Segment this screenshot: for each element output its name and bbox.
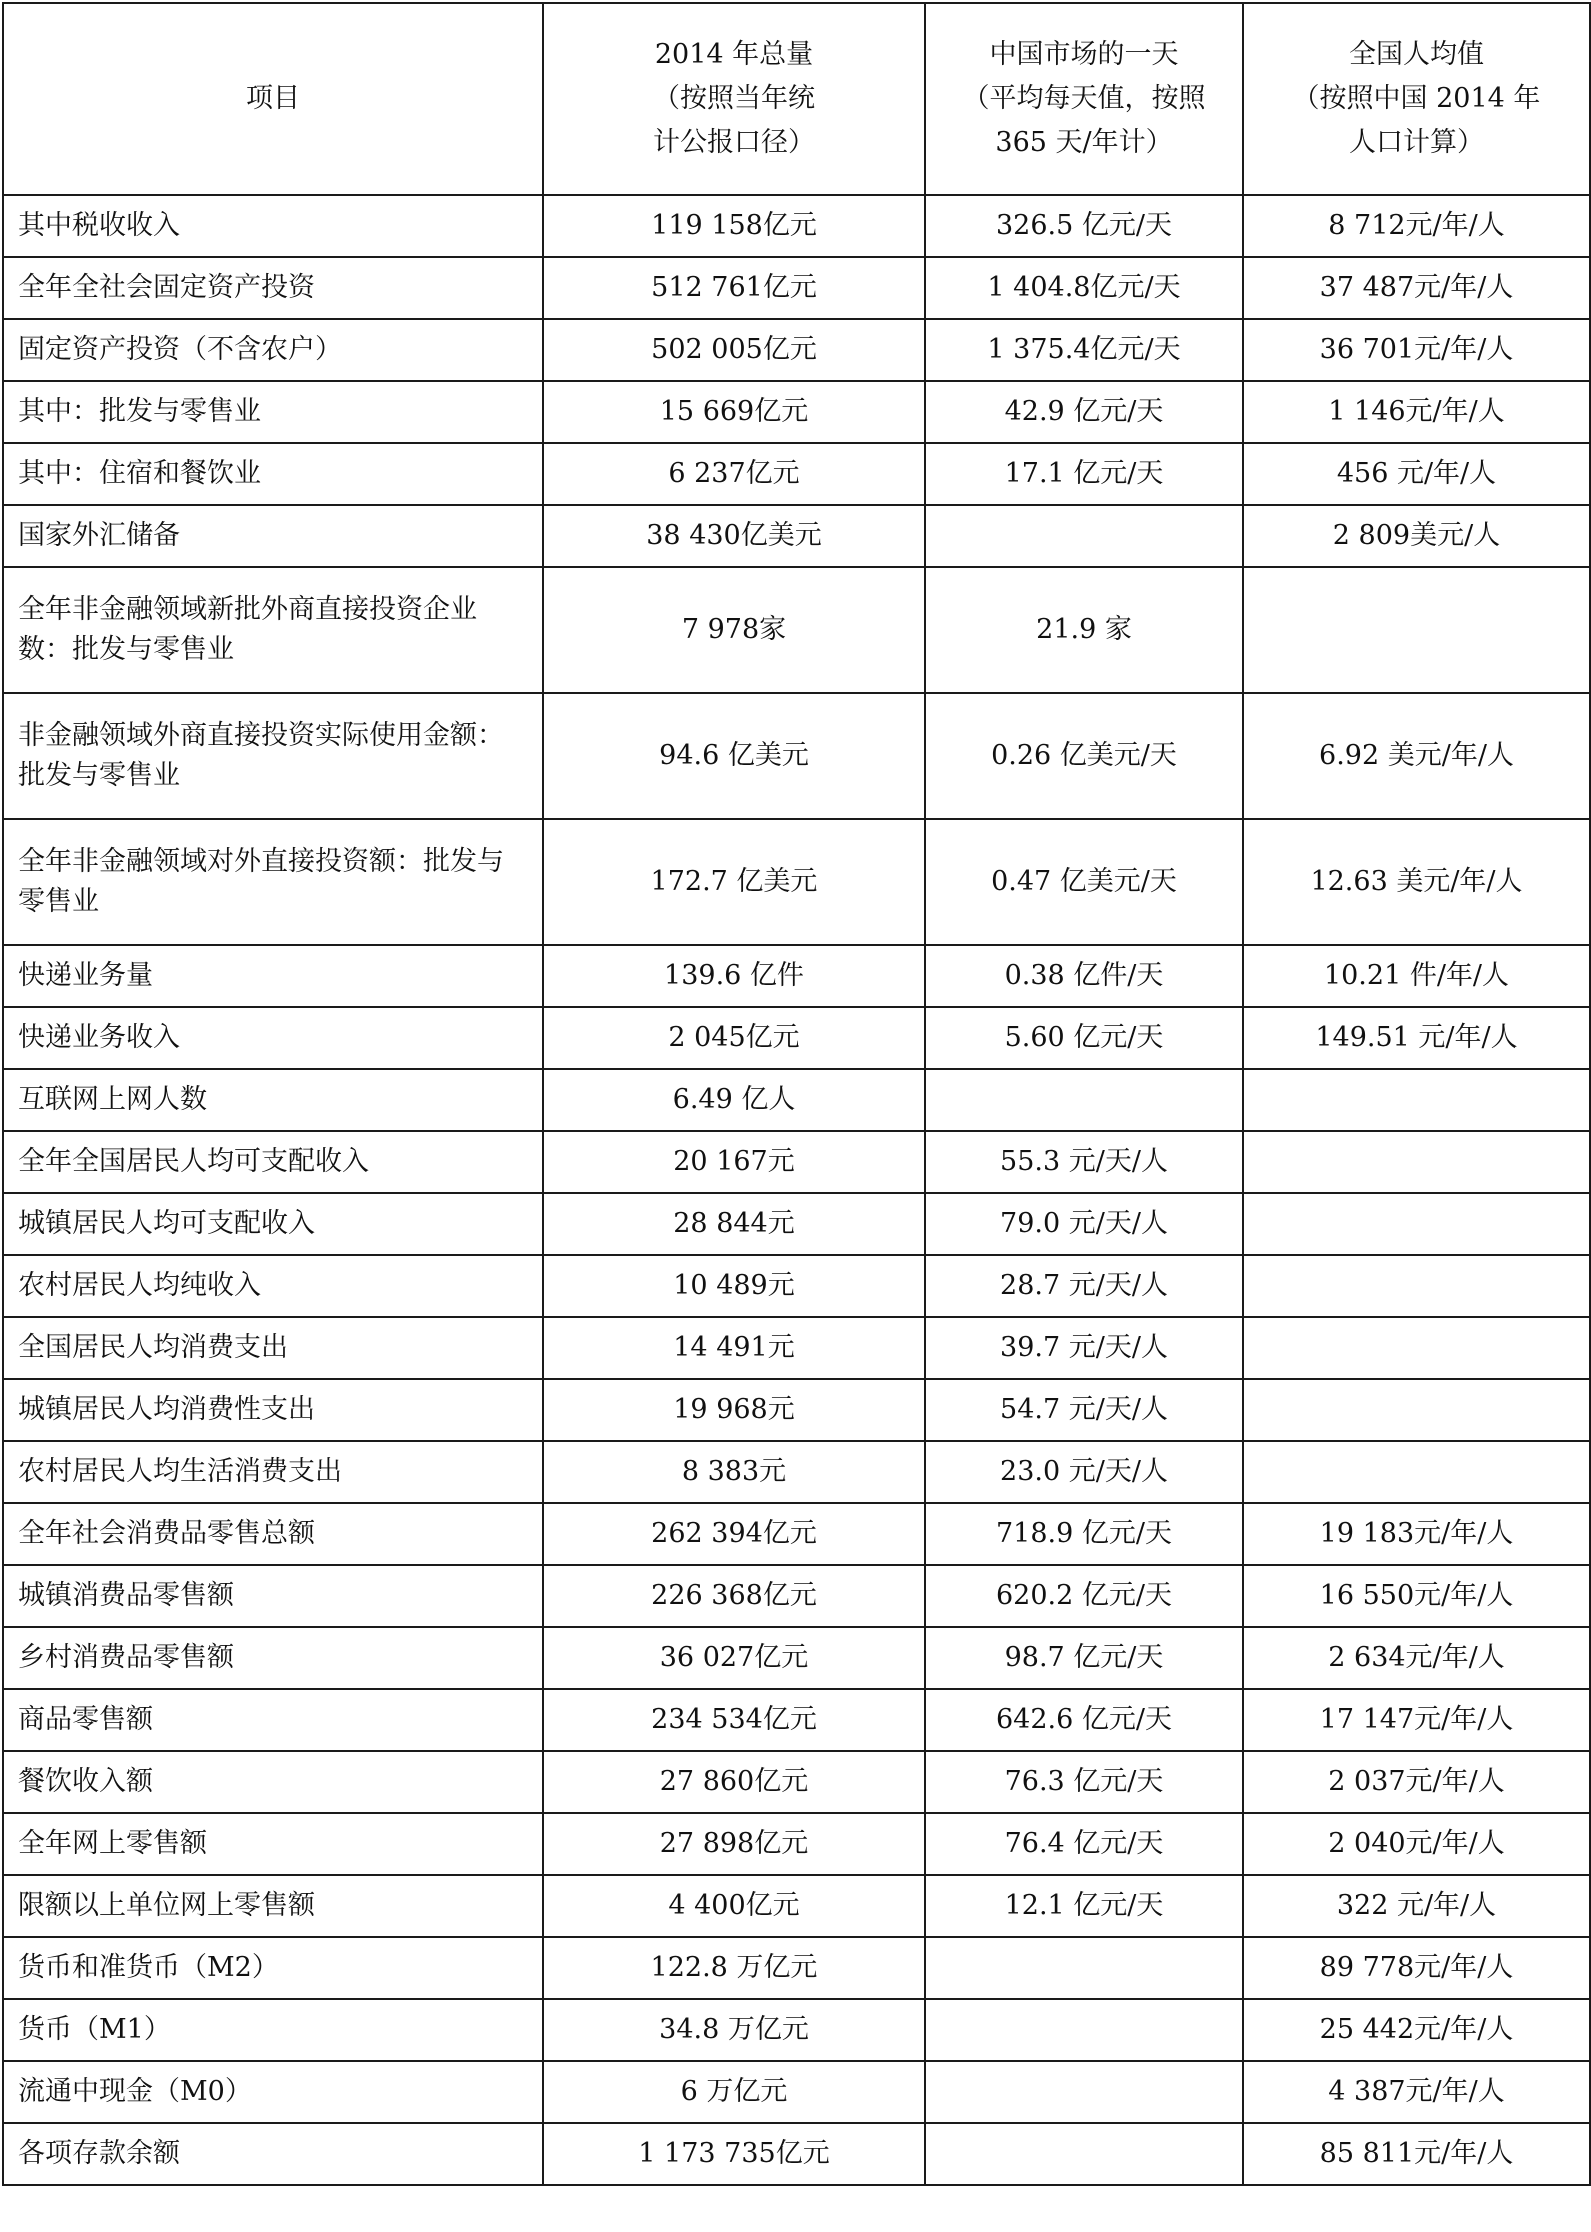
- cell-total: 226 368亿元: [543, 1565, 925, 1627]
- cell-per-capita: 10.21 件/年/人: [1243, 945, 1590, 1007]
- cell-daily: 12.1 亿元/天: [925, 1875, 1243, 1937]
- cell-item: 固定资产投资（不含农户）: [3, 319, 543, 381]
- cell-per-capita: [1243, 1379, 1590, 1441]
- cell-daily: 0.26 亿美元/天: [925, 693, 1243, 819]
- table-row: [3, 1751, 1590, 1813]
- cell-per-capita: 8 712元/年/人: [1243, 195, 1590, 257]
- table-row: [3, 1317, 1590, 1379]
- cell-daily: 23.0 元/天/人: [925, 1441, 1243, 1503]
- table-row: [3, 819, 1590, 945]
- cell-total: 19 968元: [543, 1379, 925, 1441]
- cell-daily: 55.3 元/天/人: [925, 1131, 1243, 1193]
- statistics-table: [2, 2, 1591, 2186]
- document-page: [2, 2, 1591, 2186]
- cell-daily: 1 375.4亿元/天: [925, 319, 1243, 381]
- cell-daily: 79.0 元/天/人: [925, 1193, 1243, 1255]
- cell-daily: 28.7 元/天/人: [925, 1255, 1243, 1317]
- cell-total: 36 027亿元: [543, 1627, 925, 1689]
- cell-per-capita: 12.63 美元/年/人: [1243, 819, 1590, 945]
- cell-item: 乡村消费品零售额: [3, 1627, 543, 1689]
- cell-item: 全年网上零售额: [3, 1813, 543, 1875]
- cell-total: 234 534亿元: [543, 1689, 925, 1751]
- cell-per-capita: 4 387元/年/人: [1243, 2061, 1590, 2123]
- cell-daily: [925, 2123, 1243, 2185]
- cell-daily: 42.9 亿元/天: [925, 381, 1243, 443]
- table-row: [3, 1565, 1590, 1627]
- cell-total: 38 430亿美元: [543, 505, 925, 567]
- cell-item: 其中：住宿和餐饮业: [3, 443, 543, 505]
- header-total-line-2: （按照当年统: [653, 83, 815, 114]
- cell-per-capita: 322 元/年/人: [1243, 1875, 1590, 1937]
- table-row: [3, 1813, 1590, 1875]
- cell-item: 货币（M1）: [3, 1999, 543, 2061]
- cell-total: 27 898亿元: [543, 1813, 925, 1875]
- cell-daily: 326.5 亿元/天: [925, 195, 1243, 257]
- table-row: [3, 1379, 1590, 1441]
- cell-daily: 620.2 亿元/天: [925, 1565, 1243, 1627]
- cell-item: 国家外汇储备: [3, 505, 543, 567]
- table-row: [3, 1875, 1590, 1937]
- cell-daily: 76.3 亿元/天: [925, 1751, 1243, 1813]
- cell-daily: [925, 505, 1243, 567]
- cell-daily: 21.9 家: [925, 567, 1243, 693]
- table-row: [3, 505, 1590, 567]
- cell-total: 262 394亿元: [543, 1503, 925, 1565]
- table-row: [3, 945, 1590, 1007]
- table-row: [3, 693, 1590, 819]
- header-per-capita-line-2: （按照中国 2014 年: [1292, 83, 1541, 114]
- cell-total: 502 005亿元: [543, 319, 925, 381]
- cell-total: 7 978家: [543, 567, 925, 693]
- cell-total: 119 158亿元: [543, 195, 925, 257]
- table-row: [3, 1441, 1590, 1503]
- header-daily-line-2: （平均每天值，按照: [962, 83, 1206, 114]
- cell-item: 全年非金融领域对外直接投资额：批发与零售业: [3, 819, 543, 945]
- cell-per-capita: 149.51 元/年/人: [1243, 1007, 1590, 1069]
- table-row: [3, 195, 1590, 257]
- cell-per-capita: 85 811元/年/人: [1243, 2123, 1590, 2185]
- cell-per-capita: [1243, 567, 1590, 693]
- cell-per-capita: 2 040元/年/人: [1243, 1813, 1590, 1875]
- cell-item: 商品零售额: [3, 1689, 543, 1751]
- cell-daily: 98.7 亿元/天: [925, 1627, 1243, 1689]
- table-row: [3, 1689, 1590, 1751]
- cell-total: 14 491元: [543, 1317, 925, 1379]
- table-row: [3, 1007, 1590, 1069]
- cell-item: 农村居民人均纯收入: [3, 1255, 543, 1317]
- cell-per-capita: 17 147元/年/人: [1243, 1689, 1590, 1751]
- cell-total: 2 045亿元: [543, 1007, 925, 1069]
- cell-daily: 0.38 亿件/天: [925, 945, 1243, 1007]
- cell-item: 非金融领域外商直接投资实际使用金额：批发与零售业: [3, 693, 543, 819]
- cell-total: 512 761亿元: [543, 257, 925, 319]
- cell-item: 其中：批发与零售业: [3, 381, 543, 443]
- cell-item: 农村居民人均生活消费支出: [3, 1441, 543, 1503]
- cell-item: 限额以上单位网上零售额: [3, 1875, 543, 1937]
- table-row: [3, 1193, 1590, 1255]
- cell-total: 6.49 亿人: [543, 1069, 925, 1131]
- cell-daily: [925, 1937, 1243, 1999]
- cell-item: 城镇居民人均可支配收入: [3, 1193, 543, 1255]
- table-row: [3, 319, 1590, 381]
- cell-total: 28 844元: [543, 1193, 925, 1255]
- cell-item: 流通中现金（M0）: [3, 2061, 543, 2123]
- cell-item: 快递业务量: [3, 945, 543, 1007]
- table-row: [3, 381, 1590, 443]
- cell-per-capita: 1 146元/年/人: [1243, 381, 1590, 443]
- table-row: [3, 1937, 1590, 1999]
- cell-item: 其中税收收入: [3, 195, 543, 257]
- cell-item: 快递业务收入: [3, 1007, 543, 1069]
- header-per-capita-line-1: 全国人均值: [1349, 39, 1484, 70]
- cell-per-capita: [1243, 1131, 1590, 1193]
- cell-daily: 76.4 亿元/天: [925, 1813, 1243, 1875]
- cell-total: 6 237亿元: [543, 443, 925, 505]
- cell-daily: 54.7 元/天/人: [925, 1379, 1243, 1441]
- cell-per-capita: [1243, 1441, 1590, 1503]
- cell-daily: 718.9 亿元/天: [925, 1503, 1243, 1565]
- cell-total: 172.7 亿美元: [543, 819, 925, 945]
- cell-daily: 39.7 元/天/人: [925, 1317, 1243, 1379]
- cell-daily: [925, 2061, 1243, 2123]
- header-daily-line-1: 中国市场的一天: [989, 39, 1179, 70]
- cell-per-capita: 25 442元/年/人: [1243, 1999, 1590, 2061]
- cell-item: 货币和准货币（M2）: [3, 1937, 543, 1999]
- cell-item: 城镇居民人均消费性支出: [3, 1379, 543, 1441]
- table-row: [3, 567, 1590, 693]
- table-row: [3, 1999, 1590, 2061]
- cell-item: 各项存款余额: [3, 2123, 543, 2185]
- header-total: [543, 3, 925, 195]
- cell-item: 互联网上网人数: [3, 1069, 543, 1131]
- cell-total: 20 167元: [543, 1131, 925, 1193]
- cell-item: 全国居民人均消费支出: [3, 1317, 543, 1379]
- table-row: [3, 1131, 1590, 1193]
- cell-daily: 1 404.8亿元/天: [925, 257, 1243, 319]
- cell-item: 城镇消费品零售额: [3, 1565, 543, 1627]
- cell-daily: 17.1 亿元/天: [925, 443, 1243, 505]
- header-total-line-3: 计公报口径）: [653, 127, 815, 158]
- cell-daily: 642.6 亿元/天: [925, 1689, 1243, 1751]
- cell-total: 27 860亿元: [543, 1751, 925, 1813]
- table-row: [3, 1503, 1590, 1565]
- header-item: [3, 3, 543, 195]
- cell-per-capita: 2 809美元/人: [1243, 505, 1590, 567]
- cell-item: 全年非金融领域新批外商直接投资企业数：批发与零售业: [3, 567, 543, 693]
- cell-per-capita: 16 550元/年/人: [1243, 1565, 1590, 1627]
- table-row: [3, 2061, 1590, 2123]
- cell-total: 1 173 735亿元: [543, 2123, 925, 2185]
- cell-total: 15 669亿元: [543, 381, 925, 443]
- cell-per-capita: [1243, 1069, 1590, 1131]
- table-header-row: [3, 3, 1590, 195]
- cell-item: 餐饮收入额: [3, 1751, 543, 1813]
- cell-per-capita: 37 487元/年/人: [1243, 257, 1590, 319]
- table-row: [3, 1627, 1590, 1689]
- cell-item: 全年全社会固定资产投资: [3, 257, 543, 319]
- table-row: [3, 1255, 1590, 1317]
- table-row: [3, 1069, 1590, 1131]
- cell-total: 8 383元: [543, 1441, 925, 1503]
- cell-daily: 5.60 亿元/天: [925, 1007, 1243, 1069]
- header-per-capita: [1243, 3, 1590, 195]
- cell-total: 10 489元: [543, 1255, 925, 1317]
- cell-per-capita: 36 701元/年/人: [1243, 319, 1590, 381]
- cell-total: 94.6 亿美元: [543, 693, 925, 819]
- cell-per-capita: [1243, 1255, 1590, 1317]
- header-per-capita-line-3: 人口计算）: [1349, 127, 1484, 158]
- cell-per-capita: 456 元/年/人: [1243, 443, 1590, 505]
- cell-per-capita: 6.92 美元/年/人: [1243, 693, 1590, 819]
- cell-per-capita: [1243, 1317, 1590, 1379]
- cell-total: 139.6 亿件: [543, 945, 925, 1007]
- cell-daily: 0.47 亿美元/天: [925, 819, 1243, 945]
- header-total-line-1: 2014 年总量: [654, 39, 814, 70]
- cell-daily: [925, 1999, 1243, 2061]
- header-daily-line-3: 365 天/年计）: [995, 127, 1173, 158]
- cell-total: 34.8 万亿元: [543, 1999, 925, 2061]
- cell-per-capita: 2 634元/年/人: [1243, 1627, 1590, 1689]
- cell-per-capita: 2 037元/年/人: [1243, 1751, 1590, 1813]
- cell-daily: [925, 1069, 1243, 1131]
- table-row: [3, 443, 1590, 505]
- cell-per-capita: 89 778元/年/人: [1243, 1937, 1590, 1999]
- cell-per-capita: [1243, 1193, 1590, 1255]
- cell-per-capita: 19 183元/年/人: [1243, 1503, 1590, 1565]
- cell-total: 122.8 万亿元: [543, 1937, 925, 1999]
- cell-total: 6 万亿元: [543, 2061, 925, 2123]
- cell-item: 全年社会消费品零售总额: [3, 1503, 543, 1565]
- cell-total: 4 400亿元: [543, 1875, 925, 1937]
- cell-item: 全年全国居民人均可支配收入: [3, 1131, 543, 1193]
- table-row: [3, 2123, 1590, 2185]
- header-daily: [925, 3, 1243, 195]
- table-row: [3, 257, 1590, 319]
- header-item-line: 项目: [246, 83, 300, 114]
